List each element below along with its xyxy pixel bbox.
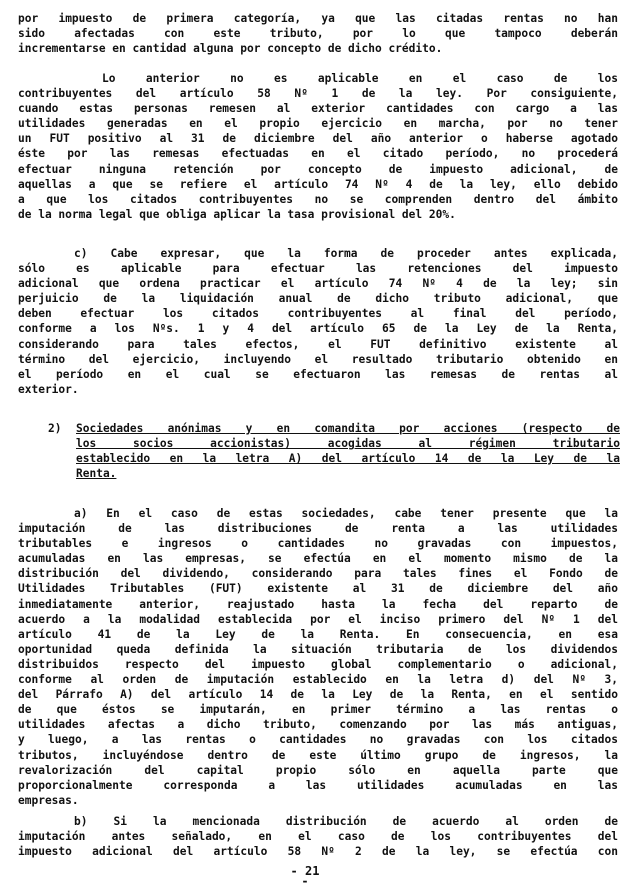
section-number: 2) [48,422,62,435]
text-line: establecido en la letra A) del artículo 14 de la Ley de la [76,452,620,466]
text-line: del Párrafo A) del artículo 14 de la Ley de la Renta, en el sentido [18,688,618,702]
text-line: un FUT positivo al 31 de diciembre del año anterior o haberse agotado [18,132,618,146]
text-line: cuando estas personas remesen al exterior cantidades con cargo a las [18,102,618,116]
text-line: proporcionalmente corresponda a las utilidades acumuladas en las [18,778,618,792]
text-line: Sociedades anónimas y en comandita por acciones (respecto de [76,422,620,435]
text-line: utilidades afectas a dicho tributo, comenzando por las más antiguas, [18,718,618,732]
text-line: aquellas a que se refiere el artículo 74 Nº 4 de la ley, ello debido [18,177,618,191]
text-line: el período en el cual se efectuaron las remesas de rentas al [18,367,618,381]
text-line: adicional que ordena practicar el artículo 74 Nº 4 de la ley; sin [18,277,618,291]
text-line: imputación antes señalado, en el caso de los contribuyentes del [18,830,618,844]
text-line: término del ejercicio, incluyendo el resultado tributario obtenido en [18,352,618,366]
text-line: acumuladas en las empresas, se efectúa en el momento mismo de la [18,552,618,566]
paragraph-continuation [18,11,618,56]
text-line: perjuicio de la liquidación anual de dicho tributo adicional, que [18,292,618,306]
text-line: conforme al orden de imputación establecido en la letra d) del Nº 3, [18,673,618,687]
text-line: Utilidades Tributables (FUT) existente al 31 de diciembre del año [18,582,618,596]
paragraph-c [18,246,618,397]
paragraph-a [18,506,618,808]
text-line: inmediatamente anterior, reajustado hasta la fecha del reparto de [18,597,618,611]
text-line: deben efectuar los citados contribuyentes al final del período, [18,307,618,321]
text-line: distribuidos respecto del impuesto global complementario o adicional, [18,657,618,671]
text-line: de que éstos se imputarán, en primer término a las rentas o [18,703,618,717]
text-line: oportunidad queda definida la situación tributaria de los dividendos [18,642,618,656]
page-number: - 21 - [290,864,320,888]
text-line: utilidades generadas en el propio ejercicio en marcha, por no tener [18,117,618,131]
text-line: distribución del dividendo, considerando para tales fines el Fondo de [18,567,618,581]
text-line: los socios accionistas) acogidas al régimen tributario [76,437,620,451]
text-line: tributables e ingresos o cantidades no gravadas con impuestos, [18,537,618,551]
text-line: artículo 41 de la Ley de la Renta. En consecuencia, en esa [18,627,618,641]
text-line: de la norma legal que obliga aplicar la tasa provisional del 20%. [18,207,456,221]
text-line: revalorización del capital propio sólo en aquella parte que [18,763,618,777]
text-line: considerando para tales efectos, el FUT definitivo existente al [18,337,618,351]
text-line: impuesto adicional del artículo 58 Nº 2 de la ley, se efectúa con [18,845,618,859]
text-line: c) Cabe expresar, que la forma de proceder antes explicada, [74,247,618,260]
text-line: exterior. [18,382,79,396]
text-line: Renta. [76,467,117,481]
text-line: b) Si la mencionada distribución de acuerdo al orden de [74,815,618,828]
text-line: éste por las remesas efectuadas en el citado período, no procederá [18,147,618,161]
text-line: por impuesto de primera categoría, ya que las citadas rentas no han [18,12,618,25]
text-line: a) En el caso de estas sociedades, cabe tener presente que la [74,507,618,520]
text-line: imputación de las distribuciones de renta a las utilidades [18,522,618,536]
text-line: tributos, incluyéndose dentro de este último grupo de ingresos, la [18,748,618,762]
text-line: sólo es aplicable para efectuar las retenciones del impuesto [18,262,618,276]
text-line: Lo anterior no es aplicable en el caso de los [102,72,618,85]
text-line: acuerdo a la modalidad establecida por el inciso primero del Nº 1 del [18,612,618,626]
text-line: conforme a los Nºs. 1 y 4 del artículo 65 de la Ley de la Renta, [18,322,618,336]
text-line: sido afectadas con este tributo, por lo que tampoco deberán [18,27,618,41]
text-line: a que los citados contribuyentes no se comprenden dentro del ámbito [18,192,618,206]
paragraph-art58-n1 [18,71,618,222]
paragraph-b [18,814,618,859]
text-line: efectuar ninguna retención por concepto de impuesto adicional, de [18,162,618,176]
section-title [76,421,620,481]
text-line: incrementarse en cantidad alguna por concepto de dicho crédito. [18,42,443,56]
text-line: empresas. [18,793,79,807]
text-line: contribuyentes del artículo 58 Nº 1 de la ley. Por consiguiente, [18,87,618,101]
text-line: y luego, a las rentas o cantidades no gravadas con los citados [18,733,618,747]
